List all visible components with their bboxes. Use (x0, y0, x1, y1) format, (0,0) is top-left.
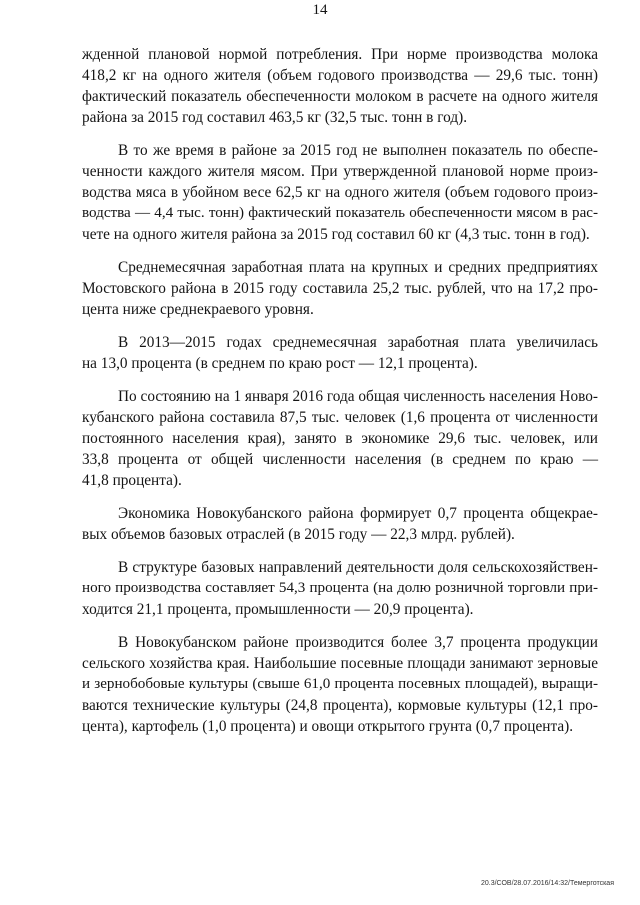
text-line: вых объемов базовых отраслей (в 2015 году — 22,3 млрд. рублей). (82, 526, 515, 543)
text-line: на 13,0 процента (в среднем по краю рост — 12,1 процента). (82, 355, 478, 372)
paragraph-7 (82, 557, 598, 620)
text-line: чете на одного жителя района за 2015 год составил 60 кг (4,3 тыс. тонн в год). (82, 226, 590, 243)
text-line: жденной плановой нормой потребления. При норме производства молока (82, 46, 598, 63)
paragraph-5 (82, 386, 598, 491)
text-line: цента ниже среднекраевого уровня. (82, 301, 314, 318)
text-line: ного производства составляет 54,3 процента (на долю розничной торговли при- (82, 580, 598, 596)
text-line: 418,2 кг на одного жителя (объем годового производства — 29,6 тыс. тонн) (82, 67, 598, 84)
text-line: постоянного населения края), занято в экономике 29,6 тыс. человек, или (82, 430, 598, 447)
text-line: водства мяса в убойном весе 62,5 кг на одного жителя (объем годового произ- (82, 184, 598, 201)
paragraph-3 (82, 257, 598, 320)
text-line: и зернобобовые культуры (свыше 61,0 процента посевных площадей), выращи- (82, 676, 598, 692)
text-line: фактический показатель обеспеченности молоком в расчете на одного жителя (82, 88, 598, 105)
paragraph-4 (82, 332, 598, 374)
text-line: В то же время в районе за 2015 год не выполнен показатель по обеспе- (118, 142, 598, 159)
paragraph-6 (82, 503, 598, 545)
text-line: В 2013—2015 годах среднемесячная заработная плата увеличилась (118, 334, 598, 351)
text-line: цента), картофель (1,0 процента) и овощи открытого грунта (0,7 процента). (82, 718, 574, 735)
text-line: Мостовского района в 2015 году составила 25,2 тыс. рублей, что на 17,2 про- (82, 280, 598, 297)
text-line: сельского хозяйства края. Наибольшие посевные площади занимают зерновые (82, 655, 598, 672)
text-line: ваются технические культуры (24,8 процента), кормовые культуры (12,1 про- (82, 697, 598, 714)
text-line: района за 2015 год составил 463,5 кг (32,5 тыс. тонн в год). (82, 109, 468, 126)
text-line: 41,8 процента). (82, 472, 182, 489)
text-line: Среднемесячная заработная плата на крупных и средних предприятиях (118, 259, 598, 276)
text-line: водства — 4,4 тыс. тонн) фактический показатель обеспеченности мясом в рас- (82, 205, 598, 221)
footer-stamp: 20.3/СОВ/28.07.2016/14:32/Темерготская (480, 880, 614, 887)
paragraph-1 (82, 44, 598, 128)
text-line: ходится 21,1 процента, промышленности — 20,9 процента). (82, 601, 474, 618)
text-line: кубанского района составила 87,5 тыс. человек (1,6 процента от численности (82, 409, 598, 426)
page-number: 14 (312, 2, 328, 18)
text-line: В структуре базовых направлений деятельности доля сельскохозяйствен- (118, 559, 598, 576)
text-line: 33,8 процента от общей численности населения (в среднем по краю — (82, 451, 598, 468)
paragraph-8 (82, 632, 598, 737)
text-line: Экономика Новокубанского района формирует 0,7 процента общекрае- (118, 505, 598, 522)
text-line: ченности каждого жителя мясом. При утвержденной плановой норме произ- (82, 163, 598, 180)
text-line: В Новокубанском районе производится более 3,7 процента продукции (118, 634, 598, 651)
paragraph-2 (82, 140, 598, 245)
document-body (82, 44, 598, 737)
text-line: По состоянию на 1 января 2016 года общая численность населения Ново- (118, 388, 598, 405)
